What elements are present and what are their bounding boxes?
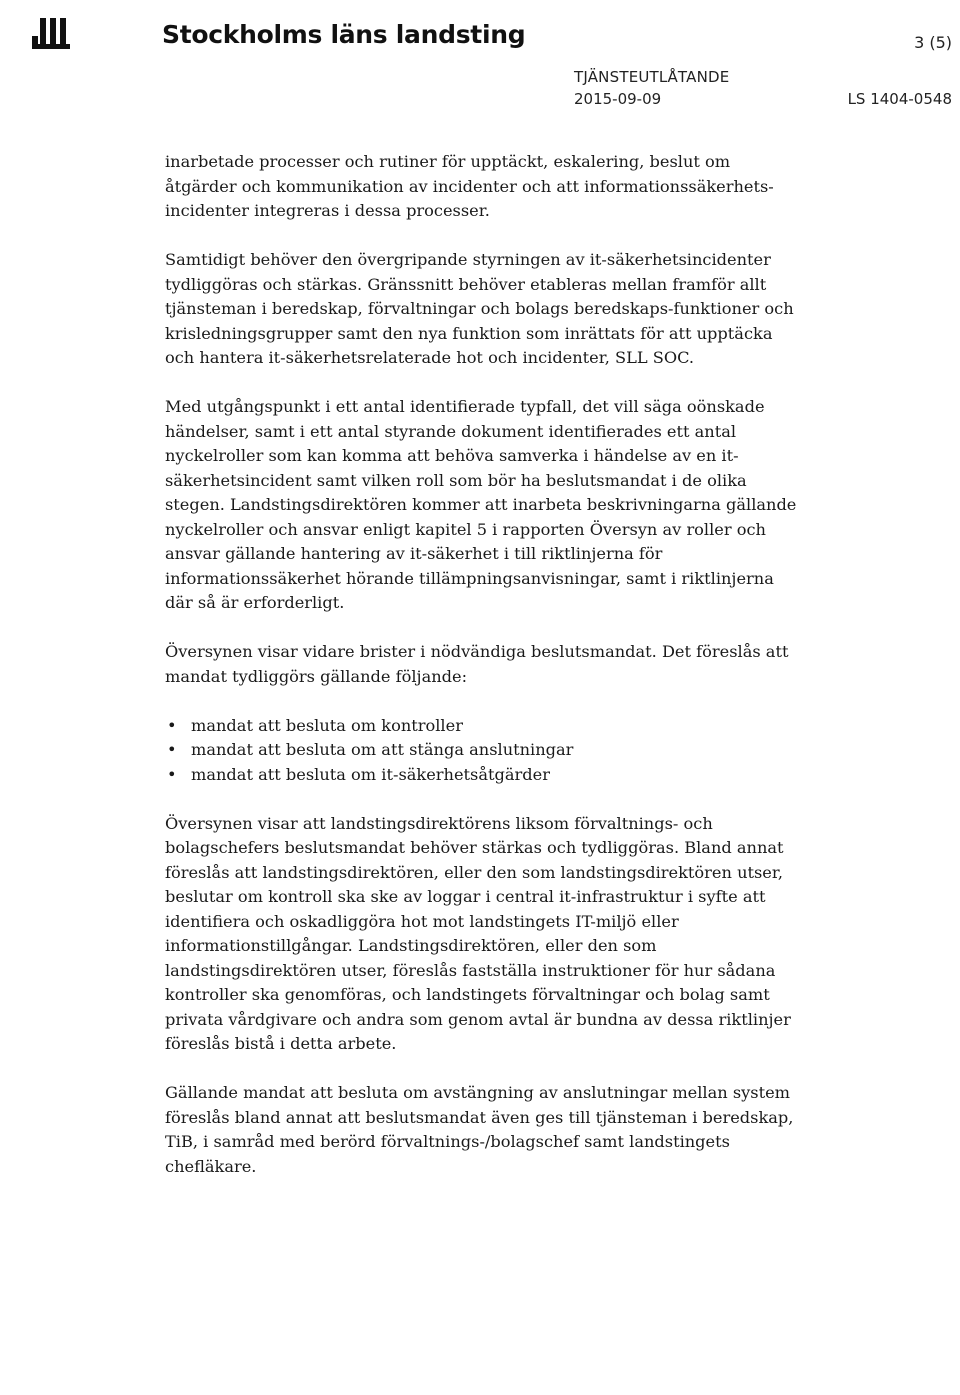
- paragraph: Samtidigt behöver den övergripande styrningen av it-säkerhetsincidenter tydliggöras och stärkas. Gränssnitt behöver etableras mellan framför allt tjänsteman i beredskap, förvaltningar och bolags beredskaps-funktioner och krisledningsgrupper samt den nya funktion som inrättats för att upptäcka och hantera it-säkerhetsrelaterade hot och incidenter, SLL SOC.: [165, 250, 794, 367]
- paragraph: Gällande mandat att besluta om avstängning av anslutningar mellan system föreslås bland annat att beslutsmandat även ges till tjänsteman i beredskap, TiB, i samråd med berörd förvaltnings-/bolagschef samt landstingets chefläkare.: [165, 1083, 794, 1176]
- list-item-text: mandat att besluta om att stänga anslutningar: [191, 740, 574, 759]
- bullet-icon: •: [167, 764, 177, 784]
- list-item-text: mandat att besluta om it-säkerhetsåtgärder: [191, 764, 550, 784]
- document-date: 2015-09-09: [574, 90, 662, 108]
- bullet-icon: •: [167, 715, 177, 735]
- letterhead: [0, 0, 960, 120]
- list-item-text: mandat att besluta om kontroller: [191, 715, 463, 735]
- document-type: TJÄNSTEUTLÅTANDE: [574, 68, 730, 86]
- document-body: [165, 150, 800, 1204]
- paragraph: Översynen visar att landstingsdirektörens liksom förvaltnings- och bolagschefers beslutsmandat behöver stärkas och tydliggöras. Bland annat föreslås att landstingsdirektören, eller den som landstingsdirektören utser, beslutar om kontroll ska ske av loggar i central it-infrastruktur i syfte att identifiera och oskadliggöra hot mot landstingets IT-miljö eller informationstillgångar. Landstingsdirektören, eller den som landstingsdirektören utser, föreslås fastställa instruktioner för hur sådana kontroller ska genomföras, och landstingets förvaltningar och bolag samt privata vårdgivare och andra som genom avtal är bundna av dessa riktlinjer föreslås bistå i detta arbete.: [165, 813, 791, 1053]
- list-item: [165, 763, 800, 788]
- organization-name: Stockholms läns landsting: [162, 20, 526, 49]
- list-item: [165, 714, 800, 739]
- page-number: 3 (5): [914, 33, 952, 52]
- paragraph: inarbetade processer och rutiner för upptäckt, eskalering, beslut om åtgärder och kommunikation av incidenter och att informationssäkerhets-incidenter integreras i dessa processer.: [165, 152, 774, 220]
- sll-logo: [28, 14, 168, 54]
- list-item: [165, 738, 800, 763]
- paragraph: Översynen visar vidare brister i nödvändiga beslutsmandat. Det föreslås att mandat tydliggörs gällande följande:: [165, 642, 789, 686]
- bullet-icon: •: [167, 740, 177, 759]
- paragraph: Med utgångspunkt i ett antal identifierade typfall, det vill säga oönskade händelser, samt i ett antal styrande dokument identifierades ett antal nyckelroller som kan komma att behöva samverka i händelse av en it-säkerhetsincident samt vilken roll som bör ha beslutsmandat i de olika stegen. Landstingsdirektören kommer att inarbeta beskrivningarna gällande nyckelroller och ansvar enligt kapitel 5 i rapporten Översyn av roller och ansvar gällande hantering av it-säkerhet i till riktlinjerna för informationssäkerhet hörande tillämpningsanvisningar, samt i riktlinjerna där så är erforderligt.: [165, 397, 797, 612]
- mandate-list: [165, 714, 800, 788]
- document-reference: LS 1404-0548: [847, 90, 952, 108]
